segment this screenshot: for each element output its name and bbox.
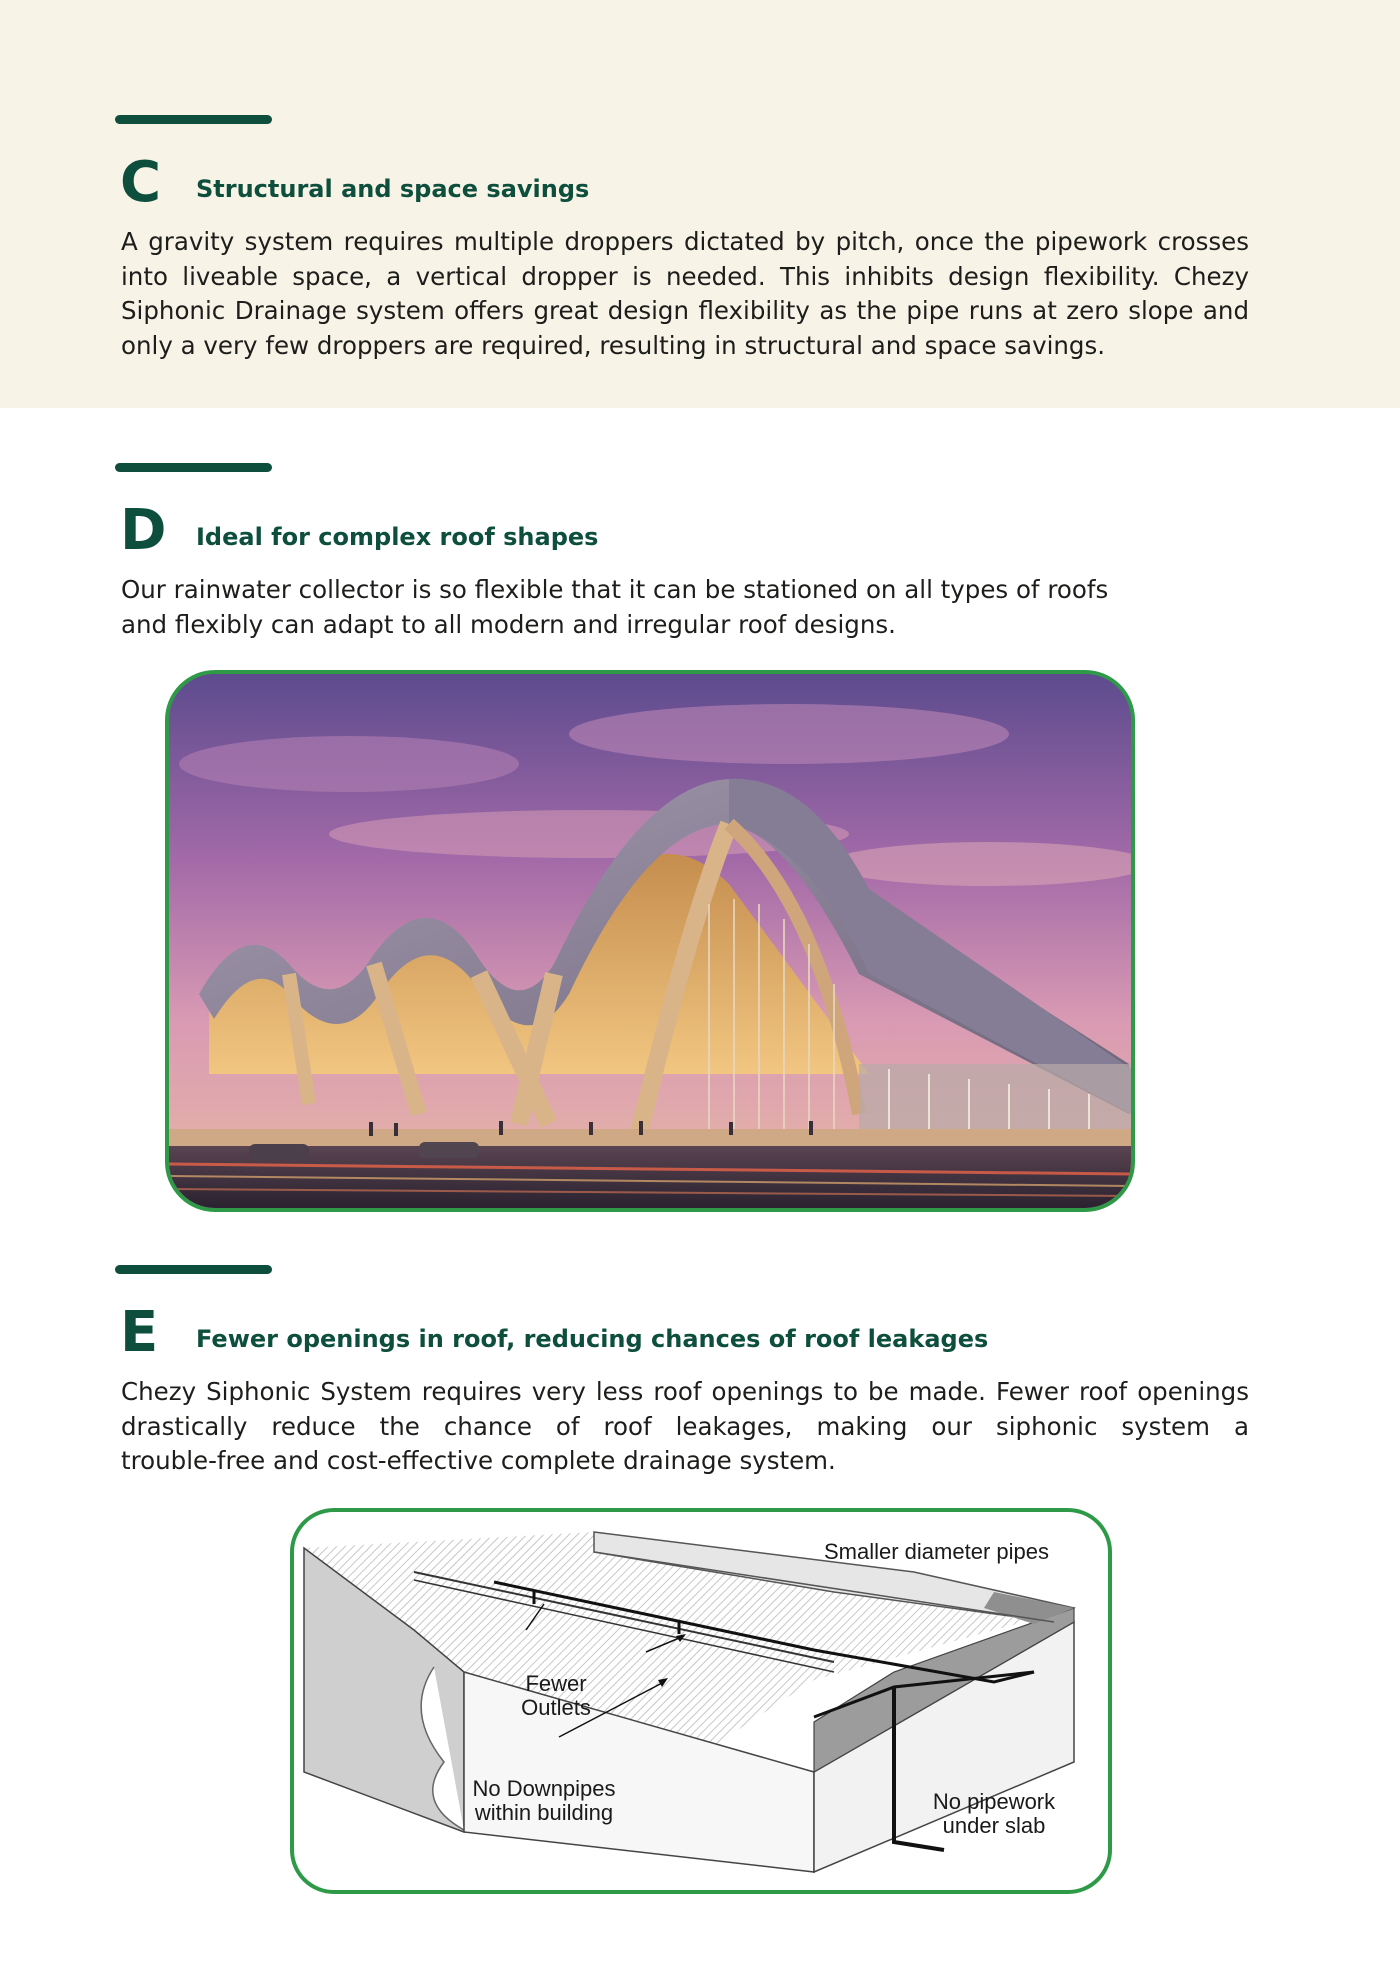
- no-pipework-line: No pipework: [932, 1789, 1056, 1814]
- section-e-heading: Fewer openings in roof, reducing chances of roof leakages: [196, 1325, 989, 1353]
- section-c-heading: Structural and space savings: [196, 175, 590, 203]
- airport-terminal-illustration: [169, 674, 1131, 1208]
- no-downpipes-label: [454, 1777, 634, 1825]
- fewer-outlets-line: Outlets: [521, 1695, 591, 1720]
- section-d-heading: Ideal for complex roof shapes: [196, 523, 599, 551]
- section-d-line: and flexibly can adapt to all modern and irregular roof designs.: [121, 609, 896, 639]
- section-e-line: trouble-free and cost-effective complete drainage system.: [121, 1446, 836, 1475]
- section-e-divider: [115, 1265, 272, 1274]
- section-e-line: Chezy Siphonic System requires very less roof openings to be made. Fewer roof openings: [121, 1377, 1249, 1406]
- section-c-paragraph: [121, 225, 1249, 363]
- section-e-letter: E: [120, 1300, 159, 1365]
- section-d-divider: [115, 463, 272, 472]
- section-c-line: only a very few droppers are required, resulting in structural and space savings.: [121, 330, 1106, 360]
- section-d-paragraph: [121, 573, 1249, 642]
- section-c-divider: [115, 115, 272, 124]
- fewer-outlets-label: [506, 1672, 606, 1720]
- no-pipework-line: under slab: [942, 1813, 1046, 1838]
- no-pipework-label: [914, 1790, 1074, 1838]
- section-d-letter: D: [120, 498, 167, 563]
- section-c-letter: C: [120, 150, 162, 215]
- section-e-line: drastically reduce the chance of roof leakages, making our siphonic system a: [121, 1411, 1249, 1441]
- no-downpipes-line: within building: [474, 1800, 614, 1825]
- fewer-outlets-line: Fewer: [525, 1671, 587, 1696]
- no-downpipes-line: No Downpipes: [472, 1776, 616, 1801]
- airport-terminal-photo: [165, 670, 1135, 1212]
- smaller-pipes-text: Smaller diameter pipes: [824, 1539, 1049, 1564]
- smaller-pipes-label: [824, 1540, 1049, 1564]
- siphonic-roof-diagram: [290, 1508, 1112, 1894]
- section-c-line: Siphonic Drainage system offers great design flexibility as the pipe runs at zero slope and: [121, 296, 1249, 325]
- section-e-paragraph: [121, 1375, 1249, 1479]
- section-d-line: Our rainwater collector is so flexible that it can be stationed on all types of roofs: [121, 575, 1109, 604]
- section-c-line: into liveable space, a vertical dropper is needed. This inhibits design flexibility. Chezy: [121, 261, 1249, 291]
- section-c-line: A gravity system requires multiple droppers dictated by pitch, once the pipework crosses: [121, 227, 1249, 256]
